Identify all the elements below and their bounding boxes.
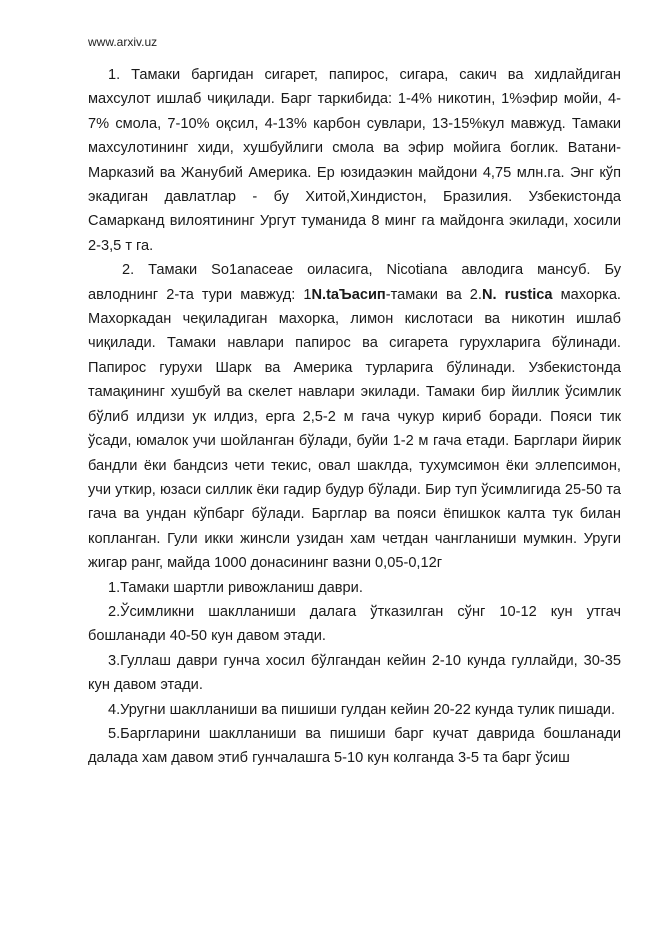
list-item — [88, 722, 621, 771]
paragraph-2 — [88, 258, 621, 575]
paragraph-1 — [88, 63, 621, 258]
list-item-text: 3.Гуллаш даври гунча хосил бўлгандан кейин 2-10 кунда гуллайди, 30-35 кун давом этади. — [88, 652, 621, 694]
list-item — [88, 600, 621, 649]
list-item — [88, 649, 621, 698]
site-header: www.arxiv.uz — [88, 35, 158, 49]
list-item-text: 5.Баргларини шаклланиши ва пишиши барг кучат даврида бошланади далада хам давом этиб гунчалашга 5-10 кун колганда 3-5 та барг ўсиш — [88, 725, 621, 767]
list-item-text: 4.Уругни шаклланиши ва пишиши гулдан кейин 20-22 кунда тулик пишади. — [108, 701, 616, 718]
list-item — [88, 576, 621, 600]
species-tabacum: N.taЪacип — [311, 286, 386, 303]
species-rustica: N. rustica — [481, 286, 553, 303]
paragraph-2-text-e: махорка. Махоркадан чеқиладиган махорка, лимон кислотаси ва никотин ишлаб чиқилади. Тамаки навлари папирос ва сигарета гурухларига бўлинади. Папирос гурухи Шарк ва Америка турларига бўлинади. Узбекистонда тамақининг хушбуй ва скелет навлари экилади. Тамаки бир йиллик ўсимлик бўлиб илдизи ук илдиз, ерга 2,5-2 м гача чукур кириб боради. Пояси тик ўсади, юмалок учи шойланган бўлади, буйи 1-2 м гача етади. Барглари йирик бандли ёки бандсиз чети текис, овал шаклда, тухумсимон ёки эллепсимон, учи уткир, юзаси силлик ёки гадир будур бўлади. Бир туп ўсимлигида 25-50 та гача ва ундан кўпбарг бўлади. Барглар ва пояси ёпишкок калта тук билан копланган. Гули икки жинсли узидан хам четдан чангланиши мумкин. Уруги жигар ранг, майда 1000 донасининг вазни 0,05-0,12г — [88, 286, 621, 572]
phase-list — [88, 576, 621, 771]
paragraph-1-text: 1. Тамаки баргидан сигарет, папирос, сигара, сакич ва хидлайдиган махсулот ишлаб чиқилади. Барг таркибида: 1-4% никотин, 1%эфир мойи, 4-7% смола, 7-10% оқсил, 4-13% карбон сувлари, 13-15%кул мавжуд. Тамаки махсулотининг хиди, хушбуйлиги смола ва эфир мойига боглик. Ватани-Марказий ва Жанубий Америка. Ер юзидаэкин майдони 4,75 млн.га. Энг кўп экадиган давлатлар - бу Хитой,Хиндистон, Бразилия. Узбекистонда Самарканд вилоятининг Ургут туманида 8 минг га майдонга экилади, хосили 2-3,5 т га. — [88, 67, 621, 254]
paragraph-2-text-a: 2. Тамаки Ѕо1anaceae оиласига, Nicotiana авлодига мансуб. Бу авлоднинг 2-та тури мавжуд: 1 — [88, 262, 621, 303]
list-item-text: 1.Тамаки шартли ривожланиш даври. — [108, 579, 363, 596]
list-item — [88, 698, 621, 722]
list-item-text: 2.Ўсимликни шаклланиши далага ўтказилган сўнг 10-12 кун утгач бошланади 40-50 кун давом этади. — [88, 603, 621, 645]
paragraph-2-text-c: -тамаки ва 2. — [385, 286, 482, 303]
